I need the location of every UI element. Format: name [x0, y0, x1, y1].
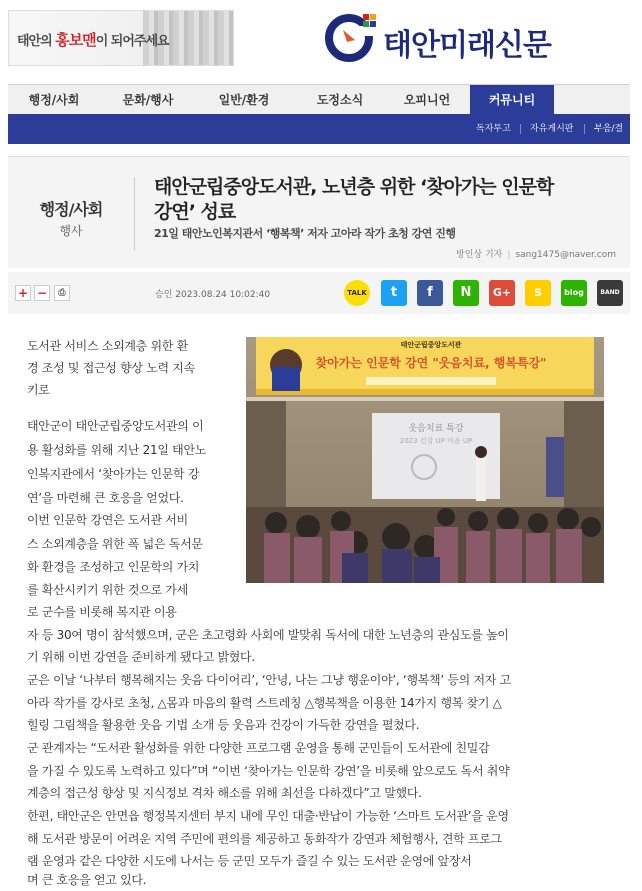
- category-main[interactable]: 행정/사회: [39, 200, 103, 219]
- paragraph-line: 이번 인문학 강연은 도서관 서비: [27, 513, 188, 527]
- paragraph-line: 로 군수를 비롯해 복지관 이용: [27, 605, 177, 619]
- sub-nav: [8, 114, 630, 144]
- ad-banner-text: 태안의 홍보맨이 되어주세요: [17, 31, 169, 49]
- nav-item-province-news[interactable]: 도정소식: [316, 93, 364, 107]
- article-date: 승인 2023.08.24 10:02:40: [155, 290, 271, 300]
- subnav-item-free-board[interactable]: 자유게시판: [530, 124, 574, 134]
- band-icon[interactable]: BAND: [597, 280, 623, 306]
- category-sub[interactable]: 행사: [59, 224, 83, 238]
- print-icon[interactable]: ⎙: [54, 285, 70, 301]
- article-category: [8, 197, 134, 239]
- paragraph-line: 태안군이 태안군립중앙도서관의 이: [27, 419, 204, 433]
- facebook-icon[interactable]: f: [417, 280, 443, 306]
- nav-item-admin-society[interactable]: 행정/사회: [28, 93, 80, 107]
- paragraph-line: 도서관 서비스 소외계층 위한 환: [27, 339, 188, 353]
- nav-item-opinion[interactable]: 오피니언: [403, 93, 451, 107]
- site-logo[interactable]: [325, 12, 565, 62]
- nav-item-culture-events[interactable]: 문화/행사: [122, 93, 174, 107]
- paragraph-line: 힐링 그림책을 활용한 웃음 기법 소개 등 웃음과 건강이 가득한 강연을 펼쳤다.: [27, 718, 420, 732]
- article-subheadline: 21일 태안노인복지관서 ‘행복책’ 저자 고아라 작가 초청 강연 진행: [154, 227, 456, 240]
- font-decrease-button[interactable]: −: [34, 285, 50, 301]
- article-header: [8, 156, 630, 268]
- twitter-icon[interactable]: t: [381, 280, 407, 306]
- paragraph-line: 연’을 마련해 큰 호응을 얻었다.: [27, 491, 184, 505]
- logo-mark-icon: [325, 12, 377, 62]
- site-name: 태안미래신문: [383, 28, 551, 63]
- kakaotalk-icon[interactable]: TALK: [344, 280, 370, 306]
- googleplus-icon[interactable]: G+: [489, 280, 515, 306]
- paragraph-line: 자 등 30여 명이 참석했으며, 군은 초고령화 사회에 발맞춰 독서에 대한 노년층의 관심도를 높이: [27, 628, 509, 642]
- paragraph-line: 군 관계자는 “도서관 활성화를 위한 다양한 프로그램 운영을 통해 군민들이 도서관에 친밀감: [27, 741, 490, 755]
- photo-banner-title: 찾아가는 인문학 강연 "웃음치료, 행복특강": [315, 356, 547, 370]
- headline-line-2: 강연’ 성료: [154, 201, 236, 223]
- article-headline: [154, 175, 624, 225]
- subnav-divider: [520, 124, 521, 134]
- paragraph-line: 인복지관에서 ‘찾아가는 인문학 강: [27, 467, 200, 481]
- nav-item-general-environment[interactable]: 일반/환경: [218, 93, 270, 107]
- photo-screen-title: 웃음치료 특강: [408, 424, 464, 434]
- paragraph-line: 램 운영과 같은 다양한 시도에 나서는 등 군민 모두가 즐길 수 있는 도서관 운영에 앞장서: [27, 854, 472, 868]
- ad-banner[interactable]: [8, 10, 234, 66]
- kakaostory-icon[interactable]: s: [525, 280, 551, 306]
- photo-screen-subtitle: 2023 건강 UP 마음 UP: [399, 437, 473, 445]
- paragraph-line: 한편, 태안군은 안면읍 행정복지센터 부지 내에 무인 대출·반납이 가능한 ‘스마트 도서관’을 운영: [27, 809, 509, 823]
- naver-icon[interactable]: N: [453, 280, 479, 306]
- lecture-photo-illustration: [246, 337, 604, 583]
- reporter-email[interactable]: sang1475@naver.com: [515, 250, 616, 260]
- article-byline: 방인상 기자 | sang1475@naver.com: [456, 250, 616, 260]
- headline-line-1: 태안군립중앙도서관, 노년층 위한 ‘찾아가는 인문학: [154, 176, 554, 198]
- paragraph-line: 계층의 접근성 향상 및 지식정보 격차 해소를 위해 최선을 다하겠다”고 말했다.: [27, 786, 422, 800]
- photo-banner-org: 태안군립중앙도서관: [400, 341, 462, 349]
- paragraph-line: 을 가질 수 있도록 노력하고 있다”며 “이번 ‘찾아가는 인문학 강연’을 비롯해 앞으로도 독서 취약: [27, 764, 510, 778]
- header-divider: [134, 177, 135, 251]
- subnav-divider: [584, 124, 585, 134]
- paragraph-line: 화 환경을 조성하고 인문학의 가치: [27, 560, 200, 574]
- paragraph-line: 를 확산시키기 위한 것으로 가세: [27, 583, 188, 597]
- paragraph-line: 키로: [27, 383, 50, 397]
- paragraph-line: 기 위해 이번 강연을 준비하게 됐다고 밝혔다.: [27, 650, 255, 664]
- font-increase-button[interactable]: +: [15, 285, 31, 301]
- article-photo[interactable]: [246, 337, 604, 583]
- paragraph-line: 아라 작가를 강사로 초청, △몸과 마음의 활력 스트레칭 △행복책을 이용한 14가지 행복 찾기 △: [27, 696, 502, 710]
- subnav-item-reader-contribution[interactable]: 독자투고: [476, 124, 511, 134]
- paragraph-line: 군은 이날 ‘나부터 행복해지는 웃음 다이어리’, ‘안녕, 나는 그냥 행운이야’, ‘행복책’ 등의 저자 고: [27, 673, 511, 687]
- paragraph-line: 며 큰 호응을 얻고 있다.: [27, 873, 147, 887]
- paragraph-line: 경 조성 및 접근성 향상 노력 지속: [27, 361, 195, 375]
- main-nav: [8, 84, 630, 114]
- nav-item-community[interactable]: 커뮤니티: [470, 85, 554, 115]
- paragraph-line: 해 도서관 방문이 어려운 지역 주민에 편의를 제공하고 동화작가 강연과 체험행사, 견학 프로그: [27, 832, 502, 846]
- article-toolbar: [8, 272, 630, 314]
- subnav-item-obituary-wedding[interactable]: 부음/결: [594, 124, 624, 134]
- reporter-name: 방인상 기자: [456, 250, 503, 260]
- blog-icon[interactable]: blog: [561, 280, 587, 306]
- paragraph-line: 스 소외계층을 위한 폭 넓은 독서문: [27, 537, 203, 551]
- paragraph-line: 용 활성화를 위해 지난 21일 태안노: [27, 443, 207, 457]
